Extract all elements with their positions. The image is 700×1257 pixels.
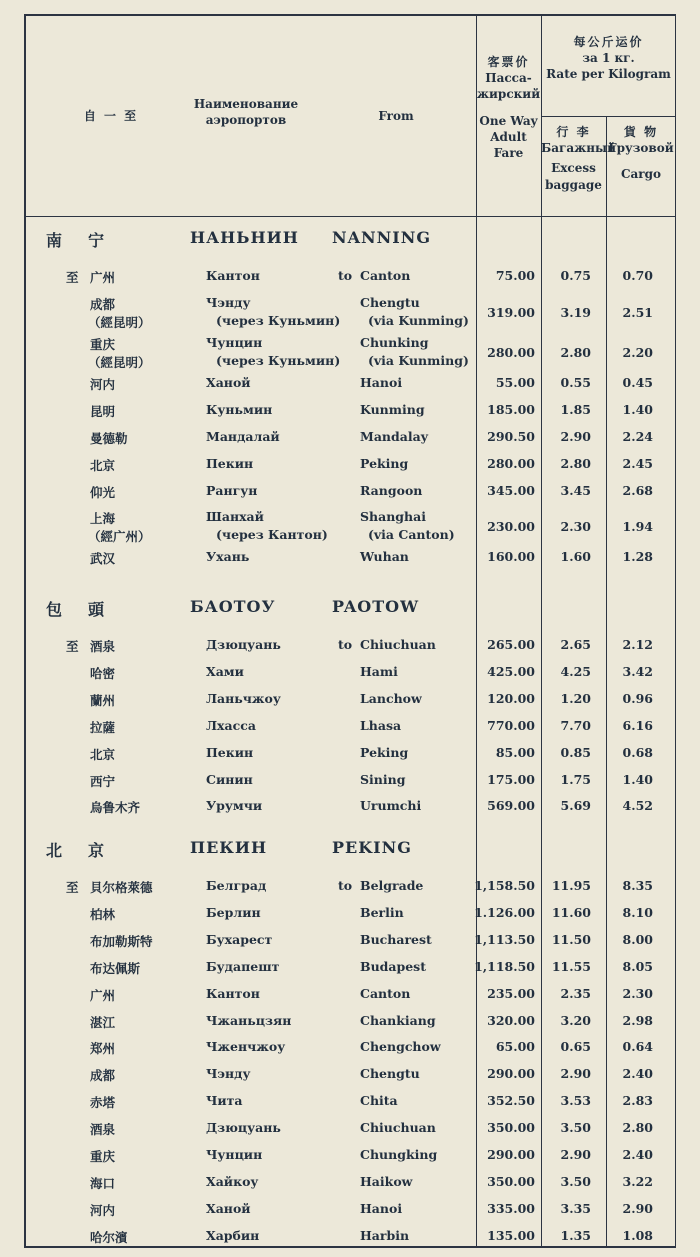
fare-value: 290.50 bbox=[487, 428, 535, 444]
destination-en: Urumchi bbox=[360, 798, 422, 814]
destination-en: Chankiang bbox=[360, 1012, 436, 1028]
destination-en: Haikow bbox=[360, 1173, 413, 1189]
destination-zh: 河内 bbox=[90, 1202, 116, 1218]
destination-ru: Мандалай bbox=[206, 428, 280, 444]
destination-ru: Кантон bbox=[206, 985, 260, 1001]
fare-value: 235.00 bbox=[487, 985, 535, 1001]
destination-ru: Хами bbox=[206, 663, 244, 679]
destination-zh: 柏林 bbox=[90, 906, 116, 922]
rate-column-rule bbox=[541, 16, 542, 1246]
destination-zh: 酒泉 bbox=[90, 1122, 116, 1138]
cargo-rate-value: 2.12 bbox=[622, 637, 653, 652]
fare-value: 280.00 bbox=[487, 344, 535, 360]
section-header bbox=[26, 834, 675, 864]
destination-zh: 哈密 bbox=[90, 665, 116, 681]
destination-ru: Шанхай bbox=[206, 509, 264, 525]
via-zh: （經昆明） bbox=[88, 314, 151, 330]
destination-en: Rangoon bbox=[360, 482, 423, 498]
destination-zh: 河内 bbox=[90, 376, 116, 392]
destination-ru: Белград bbox=[206, 878, 267, 893]
destination-en: Hanoi bbox=[360, 374, 403, 390]
cargo-rate-value: 2.68 bbox=[622, 482, 653, 498]
to-en-label: to bbox=[338, 268, 353, 283]
destination-zh: 重庆 bbox=[90, 1149, 116, 1164]
destination-ru: Чунцин bbox=[206, 334, 263, 350]
fare-value: 1,118.50 bbox=[474, 958, 535, 974]
destination-zh: 蘭州 bbox=[90, 692, 116, 708]
cargo-rate-value: 2.24 bbox=[622, 428, 653, 444]
baggage-rate-value: 11.55 bbox=[551, 958, 591, 974]
destination-zh: 海口 bbox=[90, 1175, 116, 1191]
fare-value: 569.00 bbox=[487, 798, 535, 814]
baggage-rate-value: 2.90 bbox=[560, 428, 591, 444]
destination-zh: 武汉 bbox=[90, 551, 116, 567]
header-bottom-rule bbox=[26, 216, 675, 217]
destination-ru: Чэнду bbox=[206, 294, 251, 310]
via-en: (via Canton) bbox=[368, 527, 455, 543]
fare-value: 350.00 bbox=[487, 1120, 535, 1136]
section-city-en: NANNING bbox=[332, 228, 432, 247]
via-ru: (через Куньмин) bbox=[216, 312, 341, 328]
destination-ru: Дзюцуань bbox=[206, 637, 281, 652]
section-city-zh: 包頭 bbox=[46, 600, 131, 619]
fare-value: 345.00 bbox=[487, 482, 535, 498]
destination-ru: Бухарест bbox=[206, 931, 273, 947]
fare-column-rule bbox=[476, 16, 477, 1246]
destination-ru: Харбин bbox=[206, 1227, 260, 1243]
to-en-label: to bbox=[338, 878, 353, 893]
baggage-rate-value: 0.55 bbox=[560, 374, 591, 390]
section-city-ru: НАНЬНИН bbox=[190, 228, 299, 247]
destination-zh: 酒泉 bbox=[90, 639, 116, 654]
section-city-ru: ПЕКИН bbox=[190, 838, 268, 857]
destination-en: Canton bbox=[360, 985, 411, 1001]
destination-zh: 北京 bbox=[90, 746, 116, 762]
destination-zh: 拉薩 bbox=[90, 719, 116, 735]
via-zh: （經昆明） bbox=[88, 354, 151, 370]
destination-zh: 郑州 bbox=[90, 1041, 116, 1057]
destination-zh: 仰光 bbox=[90, 484, 116, 500]
cargo-rate-value: 8.35 bbox=[622, 878, 653, 893]
fare-value: 185.00 bbox=[487, 401, 535, 417]
destination-en: Mandalay bbox=[360, 428, 428, 444]
cargo-rate-value: 4.52 bbox=[622, 798, 653, 814]
cargo-rate-value: 2.40 bbox=[622, 1066, 653, 1082]
baggage-rate-value: 4.25 bbox=[560, 663, 591, 679]
fare-value: 1,113.50 bbox=[474, 931, 535, 947]
baggage-rate-value: 3.20 bbox=[560, 1012, 591, 1028]
fare-value: 65.00 bbox=[495, 1039, 535, 1055]
cargo-rate-value: 2.90 bbox=[622, 1200, 653, 1216]
baggage-rate-value: 3.35 bbox=[560, 1200, 591, 1216]
destination-en: Chengchow bbox=[360, 1039, 441, 1055]
via-ru: (через Кантон) bbox=[216, 527, 328, 543]
fare-value: 350.00 bbox=[487, 1173, 535, 1189]
baggage-rate-value: 3.53 bbox=[560, 1093, 591, 1109]
baggage-rate-value: 11.50 bbox=[551, 931, 591, 947]
baggage-rate-value: 3.19 bbox=[560, 304, 591, 320]
fare-header: 客票价 Пасса- жирский One Way Adult Fare bbox=[476, 55, 541, 160]
destination-en: Berlin bbox=[360, 904, 404, 920]
baggage-rate-value: 1.35 bbox=[560, 1227, 591, 1243]
fare-value: 319.00 bbox=[487, 304, 535, 320]
destination-zh: 貝尔格萊德 bbox=[90, 880, 153, 895]
fare-value: 290.00 bbox=[487, 1147, 535, 1162]
from-en-header: From bbox=[378, 109, 414, 123]
destination-en: Chiuchuan bbox=[360, 637, 436, 652]
destination-zh: 广州 bbox=[90, 987, 116, 1003]
to-zh-label: 至 bbox=[66, 639, 79, 654]
cargo-rate-value: 2.40 bbox=[622, 1147, 653, 1162]
baggage-rate-value: 11.60 bbox=[551, 904, 591, 920]
destination-en: Peking bbox=[360, 455, 409, 471]
via-zh: （經广州） bbox=[88, 529, 151, 545]
destination-en: Lhasa bbox=[360, 717, 402, 733]
destination-en: Chengtu bbox=[360, 294, 420, 310]
cargo-rate-value: 0.45 bbox=[622, 374, 653, 390]
destination-zh: 北京 bbox=[90, 457, 116, 473]
cargo-rate-value: 2.83 bbox=[622, 1093, 653, 1109]
rate-split-rule bbox=[541, 116, 675, 117]
baggage-rate-value: 11.95 bbox=[551, 878, 591, 893]
cargo-rate-value: 8.00 bbox=[622, 931, 653, 947]
destination-ru: Чэнду bbox=[206, 1066, 251, 1082]
fare-value: 280.00 bbox=[487, 455, 535, 471]
cargo-rate-value: 3.42 bbox=[622, 663, 653, 679]
destination-zh: 湛江 bbox=[90, 1014, 116, 1030]
cargo-rate-value: 0.68 bbox=[622, 744, 653, 760]
destination-ru: Берлин bbox=[206, 904, 261, 920]
cargo-rate-value: 2.20 bbox=[622, 344, 653, 360]
destination-zh: 曼德勒 bbox=[90, 430, 128, 446]
cargo-rate-value: 0.64 bbox=[622, 1039, 653, 1055]
destination-en: Lanchow bbox=[360, 690, 422, 706]
cargo-rate-value: 6.16 bbox=[622, 717, 653, 733]
baggage-header: 行 李 Багажный Excess baggage bbox=[541, 125, 616, 192]
section-city-en: PEKING bbox=[332, 838, 412, 857]
destination-en: Bucharest bbox=[360, 931, 432, 947]
baggage-rate-value: 1.60 bbox=[560, 549, 591, 565]
baggage-rate-value: 0.65 bbox=[560, 1039, 591, 1055]
fare-value: 160.00 bbox=[487, 549, 535, 565]
cargo-rate-value: 2.30 bbox=[622, 985, 653, 1001]
airports-ru-header: Наименование аэропортов bbox=[193, 97, 299, 128]
destination-ru: Синин bbox=[206, 771, 253, 787]
via-ru: (через Куньмин) bbox=[216, 352, 341, 368]
fare-value: 175.00 bbox=[487, 771, 535, 787]
baggage-rate-value: 5.69 bbox=[560, 798, 591, 814]
baggage-rate-value: 1.20 bbox=[560, 690, 591, 706]
section-city-zh: 北京 bbox=[46, 841, 131, 860]
destination-en: Chunking bbox=[360, 334, 429, 350]
cargo-rate-value: 0.70 bbox=[622, 268, 653, 283]
destination-ru: Урумчи bbox=[206, 798, 263, 814]
cargo-rate-value: 2.45 bbox=[622, 455, 653, 471]
destination-zh: 成都 bbox=[90, 296, 116, 312]
fare-value: 265.00 bbox=[487, 637, 535, 652]
section-header bbox=[26, 593, 675, 623]
destination-ru: Пекин bbox=[206, 455, 254, 471]
destination-ru: Лхасса bbox=[206, 717, 256, 733]
destination-zh: 昆明 bbox=[90, 403, 116, 419]
baggage-rate-value: 2.90 bbox=[560, 1147, 591, 1162]
cargo-rate-value: 8.05 bbox=[622, 958, 653, 974]
baggage-rate-value: 2.35 bbox=[560, 985, 591, 1001]
cargo-rate-value: 1.94 bbox=[622, 519, 653, 535]
baggage-rate-value: 0.75 bbox=[560, 268, 591, 283]
destination-ru: Рангун bbox=[206, 482, 258, 498]
destination-zh: 成都 bbox=[90, 1068, 116, 1084]
destination-ru: Ханой bbox=[206, 1200, 251, 1216]
rate-per-kg-header: 每公斤运价 за 1 кг. Rate per Kilogram bbox=[546, 35, 671, 82]
destination-en: Peking bbox=[360, 744, 409, 760]
destination-en: Budapest bbox=[360, 958, 426, 974]
baggage-rate-value: 2.80 bbox=[560, 455, 591, 471]
destination-en: Chita bbox=[360, 1093, 398, 1109]
destination-ru: Ухань bbox=[206, 549, 250, 565]
baggage-rate-value: 3.50 bbox=[560, 1120, 591, 1136]
cargo-rate-value: 2.51 bbox=[622, 304, 653, 320]
fare-table bbox=[24, 14, 676, 1248]
baggage-rate-value: 1.75 bbox=[560, 771, 591, 787]
via-en: (via Kunming) bbox=[368, 312, 469, 328]
section-city-zh: 南宁 bbox=[46, 231, 131, 250]
destination-ru: Чита bbox=[206, 1093, 243, 1109]
fare-value: 352.50 bbox=[487, 1093, 535, 1109]
fare-value: 1.126.00 bbox=[474, 904, 535, 920]
fare-value: 1,158.50 bbox=[474, 878, 535, 893]
destination-ru: Чунцин bbox=[206, 1147, 263, 1162]
destination-zh: 重庆 bbox=[90, 336, 116, 352]
baggage-rate-value: 2.65 bbox=[560, 637, 591, 652]
to-zh-label: 至 bbox=[66, 270, 79, 285]
baggage-rate-value: 7.70 bbox=[560, 717, 591, 733]
destination-en: Shanghai bbox=[360, 509, 426, 525]
destination-ru: Куньмин bbox=[206, 401, 273, 417]
fare-value: 55.00 bbox=[495, 374, 535, 390]
destination-en: Wuhan bbox=[360, 549, 409, 565]
baggage-rate-value: 0.85 bbox=[560, 744, 591, 760]
destination-ru: Будапешт bbox=[206, 958, 280, 974]
baggage-rate-value: 3.45 bbox=[560, 482, 591, 498]
destination-zh: 广州 bbox=[90, 270, 116, 285]
via-en: (via Kunming) bbox=[368, 352, 469, 368]
fare-value: 75.00 bbox=[495, 268, 535, 283]
destination-en: Sining bbox=[360, 771, 406, 787]
destination-en: Chungking bbox=[360, 1147, 438, 1162]
section-city-en: PAOTOW bbox=[332, 597, 420, 616]
cargo-header: 貨 物 Грузовой Cargo bbox=[608, 125, 674, 182]
destination-en: Harbin bbox=[360, 1227, 410, 1243]
cargo-rate-value: 1.40 bbox=[622, 771, 653, 787]
destination-ru: Ланьчжоу bbox=[206, 690, 281, 706]
cargo-rate-value: 8.10 bbox=[622, 904, 653, 920]
fare-value: 320.00 bbox=[487, 1012, 535, 1028]
fare-value: 120.00 bbox=[487, 690, 535, 706]
to-zh-label: 至 bbox=[66, 880, 79, 895]
destination-ru: Пекин bbox=[206, 744, 254, 760]
destination-ru: Кантон bbox=[206, 268, 260, 283]
cargo-column-rule bbox=[606, 116, 607, 1246]
destination-zh: 烏鲁木齐 bbox=[90, 800, 141, 816]
baggage-rate-value: 3.50 bbox=[560, 1173, 591, 1189]
fare-value: 290.00 bbox=[487, 1066, 535, 1082]
destination-en: Chengtu bbox=[360, 1066, 420, 1082]
destination-zh: 上海 bbox=[90, 511, 116, 527]
baggage-rate-value: 2.80 bbox=[560, 344, 591, 360]
destination-ru: Хайкоу bbox=[206, 1173, 259, 1189]
fare-value: 135.00 bbox=[487, 1227, 535, 1243]
destination-zh: 布达佩斯 bbox=[90, 960, 141, 976]
fare-value: 85.00 bbox=[495, 744, 535, 760]
destination-ru: Ханой bbox=[206, 374, 251, 390]
baggage-rate-value: 1.85 bbox=[560, 401, 591, 417]
fare-value: 335.00 bbox=[487, 1200, 535, 1216]
cargo-rate-value: 0.96 bbox=[622, 690, 653, 706]
baggage-rate-value: 2.30 bbox=[560, 519, 591, 535]
destination-en: Chiuchuan bbox=[360, 1120, 436, 1136]
fare-value: 770.00 bbox=[487, 717, 535, 733]
cargo-rate-value: 2.80 bbox=[622, 1120, 653, 1136]
destination-ru: Чженчжоу bbox=[206, 1039, 286, 1055]
fare-value: 425.00 bbox=[487, 663, 535, 679]
destination-en: Hanoi bbox=[360, 1200, 403, 1216]
baggage-rate-value: 2.90 bbox=[560, 1066, 591, 1082]
cargo-rate-value: 1.08 bbox=[622, 1227, 653, 1243]
destination-en: Canton bbox=[360, 268, 411, 283]
section-city-ru: БАОТОУ bbox=[190, 597, 276, 616]
to-en-label: to bbox=[338, 637, 353, 652]
destination-zh: 赤塔 bbox=[90, 1095, 116, 1111]
destination-ru: Чжаньцзян bbox=[206, 1012, 292, 1028]
destination-en: Hami bbox=[360, 663, 398, 679]
cargo-rate-value: 1.28 bbox=[622, 549, 653, 565]
from-zh-header: 自 一 至 bbox=[83, 109, 139, 123]
destination-zh: 哈尔濱 bbox=[90, 1229, 128, 1245]
destination-en: Belgrade bbox=[360, 878, 424, 893]
destination-en: Kunming bbox=[360, 401, 425, 417]
cargo-rate-value: 3.22 bbox=[622, 1173, 653, 1189]
section-header bbox=[26, 224, 675, 254]
destination-zh: 西宁 bbox=[90, 773, 116, 789]
cargo-rate-value: 1.40 bbox=[622, 401, 653, 417]
cargo-rate-value: 2.98 bbox=[622, 1012, 653, 1028]
destination-ru: Дзюцуань bbox=[206, 1120, 281, 1136]
destination-zh: 布加勒斯特 bbox=[90, 933, 153, 949]
fare-value: 230.00 bbox=[487, 519, 535, 535]
